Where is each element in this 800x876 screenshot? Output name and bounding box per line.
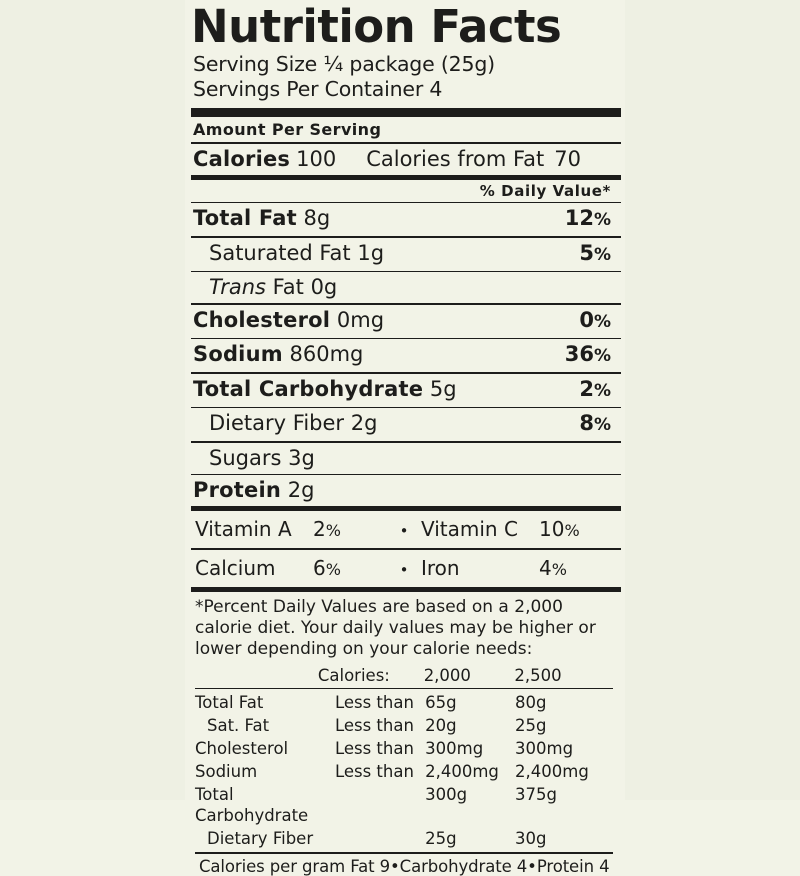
calories-label: Calories	[193, 146, 291, 171]
nutrient-percent: 8%	[579, 411, 611, 435]
calories-row	[193, 147, 625, 171]
nutrient-name: Protein 2g	[193, 478, 315, 502]
table-cell-2000: 25g	[425, 829, 457, 848]
table-header-cell: Calories:	[317, 665, 390, 685]
serving-size: Serving Size ¼ package (25g)	[193, 52, 495, 76]
nutrient-name: Trans Fat 0g	[209, 275, 338, 299]
nutrient-row	[185, 339, 625, 372]
vitamin-value: 4%	[539, 555, 567, 580]
nutrient-name: Sugars 3g	[209, 445, 315, 470]
nutrient-name: Saturated Fat 1g	[209, 240, 385, 265]
nutrient-row	[185, 374, 625, 407]
table-header-row	[195, 664, 605, 688]
daily-values-table	[195, 664, 605, 688]
nutrient-name: Dietary Fiber 2g	[209, 411, 378, 435]
nutrient-percent: 12%	[564, 206, 611, 230]
table-row	[195, 827, 605, 850]
daily-value-footnote: *Percent Daily Values are based on a 2,000 calorie diet. Your daily values may be higher or lower depending on your calorie needs:	[195, 596, 596, 659]
nutrient-row	[185, 238, 625, 271]
divider-above-per-gram	[195, 852, 613, 854]
divider-above-calories	[191, 142, 621, 144]
bullet-separator-icon: •	[399, 560, 409, 579]
nutrient-row	[185, 443, 625, 474]
calories-from-fat-label: Calories from Fat	[366, 146, 545, 171]
vitamin-name: Iron	[421, 555, 460, 580]
nutrient-name: Total Carbohydrate 5g	[193, 376, 457, 401]
table-cell-2500: 300mg	[515, 739, 574, 758]
vitamin-row	[185, 550, 625, 587]
table-cell-2000: 2,400mg	[425, 762, 499, 781]
nutrient-name: Sodium 860mg	[193, 342, 364, 366]
nutrient-row	[185, 305, 625, 338]
table-cell-2000: 300mg	[425, 739, 484, 758]
nutrition-facts-panel	[185, 0, 625, 876]
right-margin	[624, 0, 800, 800]
table-row	[195, 783, 605, 827]
daily-value-header: % Daily Value*	[479, 181, 611, 200]
table-cell-2000: 20g	[425, 716, 457, 735]
table-cell-name: Total Fat	[195, 693, 264, 712]
table-cell-2500: 30g	[515, 829, 547, 848]
nutrient-percent: 5%	[579, 240, 611, 265]
table-row	[195, 760, 605, 783]
nutrient-row	[185, 475, 625, 506]
table-cell-2500: 2,400mg	[515, 762, 589, 781]
calories-value: 100	[296, 146, 337, 171]
divider-medium-dv	[191, 175, 621, 180]
vitamin-name: Vitamin C	[421, 517, 518, 541]
table-cell-name: Sodium	[195, 762, 258, 781]
table-cell-name: Total Carbohydrate	[195, 785, 309, 825]
divider-thick-top	[191, 108, 621, 117]
daily-values-table-body	[195, 691, 605, 850]
bullet-separator-icon: •	[399, 522, 409, 540]
table-header-cell	[195, 664, 318, 688]
table-cell-2500: 375g	[515, 785, 558, 804]
table-cell-less: Less than	[334, 762, 414, 781]
page-title: Nutrition Facts	[191, 0, 562, 53]
calories-from-fat-value: 70	[554, 146, 581, 171]
table-cell-2000: 300g	[425, 785, 468, 804]
table-cell-2000: 65g	[425, 693, 457, 712]
nutrient-name: Cholesterol 0mg	[193, 307, 385, 332]
table-cell-name: Sat. Fat	[207, 716, 270, 735]
table-cell-less: Less than	[334, 739, 414, 758]
calories-per-gram: Calories per gram Fat 9•Carbohydrate 4•Protein 4	[199, 856, 610, 876]
table-row	[195, 737, 605, 760]
table-row	[195, 714, 605, 737]
table-cell-2500: 80g	[515, 693, 547, 712]
nutrient-percent: 36%	[564, 342, 611, 366]
divider-table-header	[195, 688, 613, 690]
nutrient-percent: 2%	[579, 376, 611, 401]
left-margin	[0, 0, 186, 800]
nutrient-row	[185, 203, 625, 236]
vitamin-value: 2%	[313, 517, 341, 541]
table-cell-less: Less than	[334, 716, 414, 735]
nutrient-percent: 0%	[579, 307, 611, 332]
vitamin-value: 6%	[313, 555, 341, 580]
vitamin-value: 10%	[539, 517, 580, 541]
servings-per-container: Servings Per Container 4	[193, 77, 443, 101]
table-cell-less	[335, 827, 425, 850]
amount-per-serving-label: Amount Per Serving	[193, 120, 382, 139]
nutrient-name: Total Fat 8g	[193, 206, 331, 230]
table-cell-name: Cholesterol	[195, 739, 289, 758]
divider-medium-footnote	[191, 587, 621, 592]
vitamin-name: Calcium	[195, 555, 276, 580]
table-cell-less: Less than	[334, 693, 414, 712]
table-header-cell: 2,000	[423, 665, 471, 685]
table-header-cell: 2,500	[514, 665, 562, 685]
table-cell-2500: 25g	[515, 716, 547, 735]
table-cell-name: Dietary Fiber	[207, 829, 314, 848]
nutrient-row	[185, 272, 625, 303]
nutrient-row	[185, 408, 625, 441]
table-row	[195, 691, 605, 714]
vitamin-row	[185, 511, 625, 548]
table-cell-less	[335, 783, 425, 827]
vitamin-name: Vitamin A	[195, 517, 292, 541]
